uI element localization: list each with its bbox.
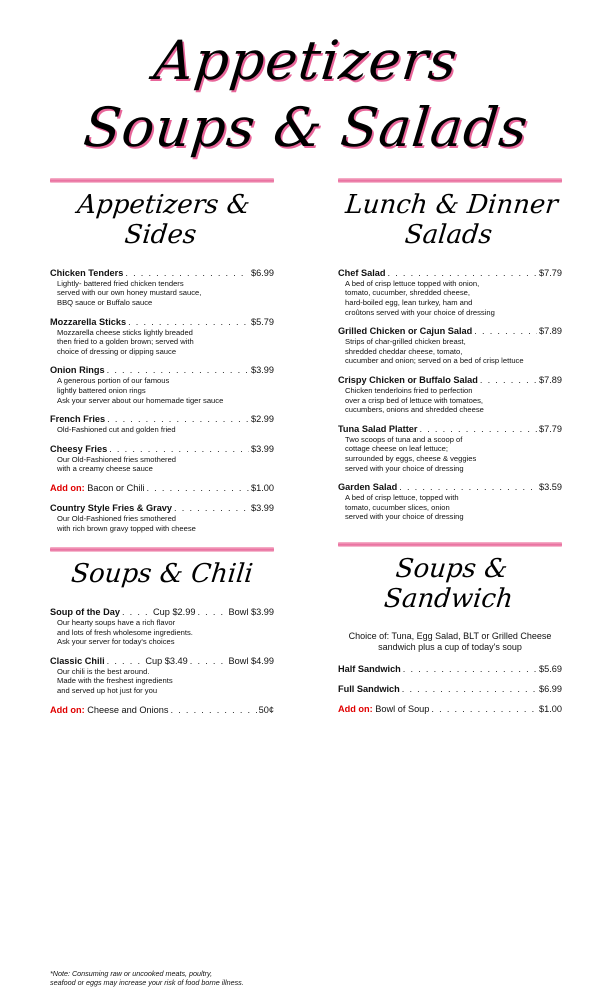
item-name: Full Sandwich bbox=[338, 683, 400, 694]
right-column bbox=[338, 178, 562, 723]
addon-price: $1.00 bbox=[251, 482, 274, 493]
section-divider bbox=[50, 547, 274, 552]
page-title-line2: Soups & Salads bbox=[80, 96, 532, 159]
item-name: Soup of the Day bbox=[50, 606, 120, 617]
item-price: $5.69 bbox=[539, 663, 562, 674]
soups-sandwich-list bbox=[338, 663, 562, 695]
item-price: $5.79 bbox=[251, 316, 274, 327]
appetizers-addon: Add on: Bacon or Chili . . . $1.00 bbox=[50, 482, 274, 494]
item-desc: A bed of crisp lettuce, topped with tomato, cucumber slices, onion served with your choice of dressing bbox=[345, 493, 464, 522]
item-name: Tuna Salad Platter bbox=[338, 423, 418, 434]
item-desc: Two scoops of tuna and a scoop of cottage cheese on leaf lettuce; surrounded by eggs, cheese & veggies served with your choice of dressing bbox=[345, 434, 477, 473]
addon-price: 50¢ bbox=[258, 704, 274, 715]
appetizers-list bbox=[50, 267, 274, 474]
menu-item bbox=[50, 606, 274, 647]
addon-label: Add on bbox=[50, 704, 82, 715]
soups-chili-list bbox=[50, 606, 274, 696]
addon-label: Add on bbox=[50, 482, 82, 493]
salads-list bbox=[338, 267, 562, 522]
item-price: $3.99 bbox=[251, 443, 274, 454]
menu-item bbox=[50, 502, 274, 533]
item-desc: A generous portion of our famous lightly battered onion rings Ask your server about our homemade tiger sauce bbox=[57, 376, 224, 405]
menu-item bbox=[338, 481, 562, 522]
item-price: $3.99 bbox=[251, 365, 274, 376]
item-name: Grilled Chicken or Cajun Salad bbox=[338, 326, 473, 337]
section-divider bbox=[338, 542, 562, 547]
item-price: $6.99 bbox=[539, 683, 562, 694]
item-price: $3.99 bbox=[251, 502, 274, 513]
cup-price: Cup $2.99 bbox=[153, 606, 196, 617]
item-desc: Lightly- battered fried chicken tenders served with our own honey mustard sauce, BBQ sauce or Buffalo sauce bbox=[57, 278, 202, 307]
item-name: Chef Salad bbox=[338, 267, 386, 278]
menu-item bbox=[338, 423, 562, 473]
item-desc: Our Old-Fashioned fries smothered with a creamy cheese sauce bbox=[57, 454, 177, 474]
item-desc: A bed of crisp lettuce topped with onion, tomato, cucumber, shredded cheese, hard-boiled egg, lean turkey, ham and croûtons served with your choice of dressing bbox=[345, 278, 495, 317]
menu-item bbox=[338, 267, 562, 317]
addon-price: $1.00 bbox=[539, 703, 562, 714]
soups-sandwich-addon: Add on: Bowl of Soup . . . $1.00 bbox=[338, 703, 562, 715]
menu-item bbox=[338, 663, 562, 675]
item-desc: Strips of char-grilled chicken breast, shredded cheddar cheese, tomato, cucumber and onion; served on a bed of crisp lettuce bbox=[345, 337, 524, 366]
menu-item bbox=[50, 413, 274, 435]
item-desc: Our Old-Fashioned fries smothered with rich brown gravy topped with cheese bbox=[57, 513, 196, 533]
item-name: Onion Rings bbox=[50, 365, 105, 376]
appetizers-heading: Appetizers & Sides bbox=[75, 190, 252, 250]
soups-chili-addon: Add on: Cheese and Onions . . . 50¢ bbox=[50, 704, 274, 716]
menu-item bbox=[50, 364, 274, 405]
item-desc: Old-Fashioned cut and golden fried bbox=[57, 425, 176, 435]
item-name: French Fries bbox=[50, 414, 106, 425]
section-divider bbox=[338, 178, 562, 183]
addon-text: Bowl of Soup bbox=[375, 703, 430, 714]
addon-label: Add on bbox=[338, 703, 370, 714]
menu-item bbox=[50, 655, 274, 696]
page-title-line1: Appetizers bbox=[151, 29, 461, 92]
item-name: Crispy Chicken or Buffalo Salad bbox=[338, 374, 478, 385]
item-price: $7.89 bbox=[539, 374, 562, 385]
item-name: Chicken Tenders bbox=[50, 267, 124, 278]
bowl-price: Bowl $4.99 bbox=[228, 655, 274, 666]
item-name: Country Style Fries & Gravy bbox=[50, 502, 173, 513]
salads-heading: Lunch & Dinner Salads bbox=[343, 190, 560, 250]
item-name: Garden Salad bbox=[338, 482, 398, 493]
item-price: $7.89 bbox=[539, 326, 562, 337]
soups-chili-heading: Soups & Chili bbox=[69, 559, 255, 590]
addon-text: Cheese and Onions bbox=[87, 704, 169, 715]
item-name: Cheesy Fries bbox=[50, 443, 108, 454]
item-desc: Chicken tenderloins fried to perfection over a crisp bed of lettuce with tomatoes, cucumbers, onions and shredded cheese bbox=[345, 385, 484, 415]
item-price: $6.99 bbox=[251, 267, 274, 278]
item-price: $2.99 bbox=[251, 414, 274, 425]
cup-price: Cup $3.49 bbox=[145, 655, 188, 666]
section-divider bbox=[50, 178, 274, 183]
soups-sandwich-heading: Soups & Sandwich bbox=[382, 553, 515, 614]
menu-item bbox=[50, 267, 274, 308]
item-desc: Our chili is the best around. Made with the freshest ingredients and served up hot just for you bbox=[57, 666, 173, 695]
left-column bbox=[50, 178, 274, 724]
item-desc: Mozzarella cheese sticks lightly breaded then fried to a golden brown; served with choice of dressing or dipping sauce bbox=[57, 327, 194, 356]
menu-item bbox=[338, 325, 562, 366]
item-name: Mozzarella Sticks bbox=[50, 316, 127, 327]
menu-item bbox=[50, 443, 274, 474]
soups-sandwich-intro: Choice of: Tuna, Egg Salad, BLT or Grilled Cheese sandwich plus a cup of today's soup bbox=[348, 630, 552, 652]
addon-text: Bacon or Chili bbox=[87, 482, 145, 493]
item-price: $7.79 bbox=[539, 423, 562, 434]
item-name: Half Sandwich bbox=[338, 663, 401, 674]
menu-item bbox=[338, 374, 562, 415]
item-name: Classic Chili bbox=[50, 655, 105, 666]
bowl-price: Bowl $3.99 bbox=[228, 606, 274, 617]
item-price: $7.79 bbox=[539, 267, 562, 278]
menu-item bbox=[50, 316, 274, 357]
item-desc: Our hearty soups have a rich flavor and lots of fresh wholesome ingredients. Ask your server for today's choices bbox=[57, 617, 193, 647]
menu-item bbox=[338, 683, 562, 695]
item-price: $3.59 bbox=[539, 482, 562, 493]
food-safety-note: *Note: Consuming raw or uncooked meats, poultry, seafood or eggs may increase your risk of food borne illness. bbox=[50, 969, 244, 988]
